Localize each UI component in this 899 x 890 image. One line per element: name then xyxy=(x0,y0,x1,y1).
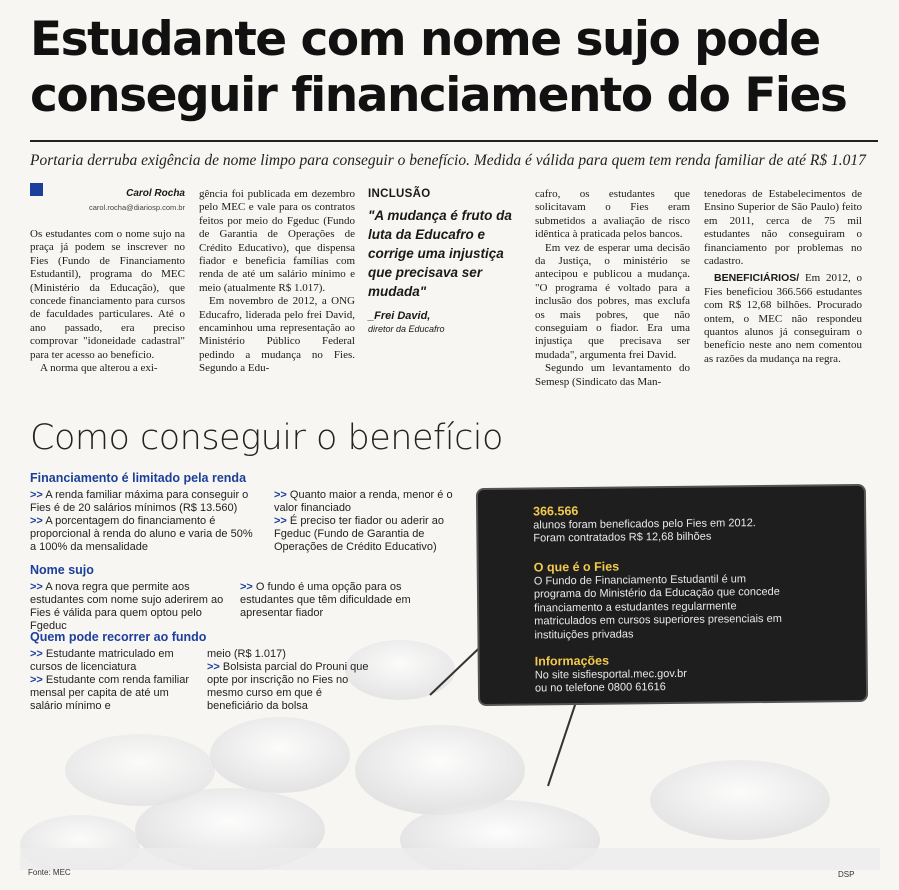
paragraph: gência foi publicada em dezembro pelo MEC e vale para os contratos feitos por meio do Fgeduc (Fundo de Garantia de Operações de Crédito Educativo), que dispensa fiador e beneficia famílias com renda de até um salário mínimo e meio (atualmente R$ 1.017). xyxy=(199,188,355,294)
list-item: >> Estudante matriculado em cursos de licenciatura xyxy=(30,648,174,673)
article-column-1 xyxy=(30,228,185,375)
list-item: >> A porcentagem do financiamento é proporcional à renda do aluno e varia de 50% a 100% da mensalidade xyxy=(30,515,253,553)
byline-email[interactable]: carol.rocha@diariosp.com.br xyxy=(89,203,185,212)
contact-site[interactable]: No site sisfiesportal.mec.gov.br xyxy=(534,667,687,681)
pull-quote-tag: INCLUSÃO xyxy=(368,188,431,200)
article-column-2 xyxy=(199,188,355,376)
chevron-right-icon: >> xyxy=(274,489,287,501)
infographic-section-3-left xyxy=(30,648,200,713)
list-item: >> É preciso ter fiador ou aderir ao Fgeduc (Fundo de Garantia de Operações de Crédito Educativo) xyxy=(274,515,445,553)
list-item: >> Bolsista parcial do Prouni que opte por inscrição no Fies no mesmo curso em que é beneficiário da bolsa xyxy=(207,661,369,712)
infographic-section-1-left xyxy=(30,489,260,554)
headline xyxy=(30,12,880,124)
chevron-right-icon: >> xyxy=(30,515,43,527)
infographic-section-2-right xyxy=(240,581,455,620)
panel-text: O Fundo de Financiamento Estudantil é um programa do Ministério da Educação que concede financiamento a estudantes regularmente matriculados em cursos superiores presenciais em instituições privadas xyxy=(533,572,782,641)
chevron-right-icon: >> xyxy=(207,661,220,673)
paragraph-text: Em 2012, o Fies beneficiou 366.566 estudantes com R$ 12,68 bilhões. Procurado ontem, o MEC não respondeu quantos alunos já conseguiram o benefício neste ano nem comentou as razões da mudança na regra. xyxy=(704,272,862,365)
list-item: >> A nova regra que permite aos estudantes com nome sujo aderirem ao Fies é válida para quem optou pelo Fgeduc xyxy=(30,581,224,632)
pull-quote-box xyxy=(368,188,521,334)
section-heading: Financiamento é limitado pela renda xyxy=(30,471,247,485)
list-item-continuation: meio (R$ 1.017) xyxy=(207,648,286,660)
list-item: >> A renda familiar máxima para conseguir o Fies é de 20 salários mínimos (R$ 13.560) xyxy=(30,489,249,514)
headline-line-2: conseguir financiamento do Fies xyxy=(30,68,847,123)
infographic-section-3 xyxy=(30,631,460,646)
stat-value: 366.566 xyxy=(533,503,579,519)
infographic-section-3-right xyxy=(207,648,372,713)
list-item: >> Quanto maior a renda, menor é o valor financiado xyxy=(274,489,453,514)
panel-what-is xyxy=(534,559,790,643)
headline-divider xyxy=(30,140,878,142)
panel-heading: O que é o Fies xyxy=(533,559,620,575)
paragraph: Os estudantes com o nome sujo na praça já podem se inscrever no Fies (Fundo de Financiamento Estudantil), programa do MEC (Ministério da Educação), que concede financiamento para cursos de faculdades particulares. Até o ano passado, era preciso comprovar "idoneidade cadastral" para ter acesso ao benefício. xyxy=(30,228,185,361)
infographic-section-2-left xyxy=(30,581,230,633)
panel-heading: Informações xyxy=(534,653,610,669)
paragraph: cafro, os estudantes que solicitavam o Fies eram submetidos a avaliação de risco idêntica à praticada pelos bancos. xyxy=(535,188,690,241)
chevron-right-icon: >> xyxy=(240,581,253,593)
infographic-section-1-right xyxy=(274,489,454,554)
section-marker-square xyxy=(30,183,43,196)
pull-quote-text: "A mudança é fruto da luta da Educafro e corrige uma injustiça que precisava ser mudada" xyxy=(368,208,512,299)
pull-quote-role: diretor da Educafro xyxy=(368,324,445,334)
infographic-section-1 xyxy=(30,472,500,487)
contact-phone: ou no telefone 0800 61616 xyxy=(534,681,666,695)
list-item: >> O fundo é uma opção para os estudantes que têm dificuldade em apresentar fiador xyxy=(240,581,411,619)
article-column-5 xyxy=(704,188,862,366)
section-tag-beneficiarios: BENEFICIÁRIOS/ xyxy=(714,272,800,285)
fies-info-panel xyxy=(478,486,866,704)
paragraph: A norma que alterou a exi- xyxy=(40,362,158,375)
chevron-right-icon: >> xyxy=(30,674,43,686)
pull-quote-author: _Frei David, xyxy=(368,310,431,322)
paragraph: tenedoras de Estabelecimentos de Ensino Superior de São Paulo) feito em 2011, cerca de 75 mil estudantes não conseguiram o financiamento por problemas no cadastro. xyxy=(704,188,862,268)
byline-author: Carol Rocha xyxy=(126,188,185,199)
infographic-title: Como conseguir o benefício xyxy=(30,418,503,458)
paragraph: Em novembro de 2012, a ONG Educafro, liderada pelo frei David, encaminhou uma representação ao Ministério Público Federal pedindo a mudança no Fies. Segundo a Edu- xyxy=(199,295,355,375)
article-column-4 xyxy=(535,188,690,389)
chevron-right-icon: >> xyxy=(274,515,287,527)
paragraph: Segundo um levantamento do Semesp (Sindicato das Man- xyxy=(535,362,690,388)
headline-line-1: Estudante com nome sujo pode xyxy=(30,12,820,67)
paragraph: Em vez de esperar uma decisão da Justiça, o ministério se antecipou e publicou a mudança. "O programa é voltado para a inclusão dos pobres, mas exclufa os mais pobres, que não conseguiam o fiador. Era uma injustiça que precisava ser mudada", argumenta frei David. xyxy=(535,241,690,361)
list-item: >> Estudante com renda familiar mensal per capita de até um salário mínimo e xyxy=(30,674,189,712)
panel-stats xyxy=(533,502,853,546)
stat-line-1: alunos foram beneficados pelo Fies em 2012. xyxy=(533,516,756,531)
infographic-section-2 xyxy=(30,564,460,579)
stat-line-2: Foram contratados R$ 12,68 bilhões xyxy=(533,530,712,545)
artist-credit: DSP xyxy=(838,870,855,879)
chevron-right-icon: >> xyxy=(30,648,43,660)
paragraph xyxy=(704,272,862,366)
chevron-right-icon: >> xyxy=(30,581,43,593)
panel-contact xyxy=(535,652,855,696)
section-heading: Quem pode recorrer ao fundo xyxy=(30,630,207,644)
source-credit: Fonte: MEC xyxy=(28,868,71,877)
chevron-right-icon: >> xyxy=(30,489,43,501)
subheadline: Portaria derruba exigência de nome limpo para conseguir o benefício. Medida é válida para quem tem renda familiar de até R$ 1.017 xyxy=(30,152,866,169)
section-heading: Nome sujo xyxy=(30,563,94,577)
